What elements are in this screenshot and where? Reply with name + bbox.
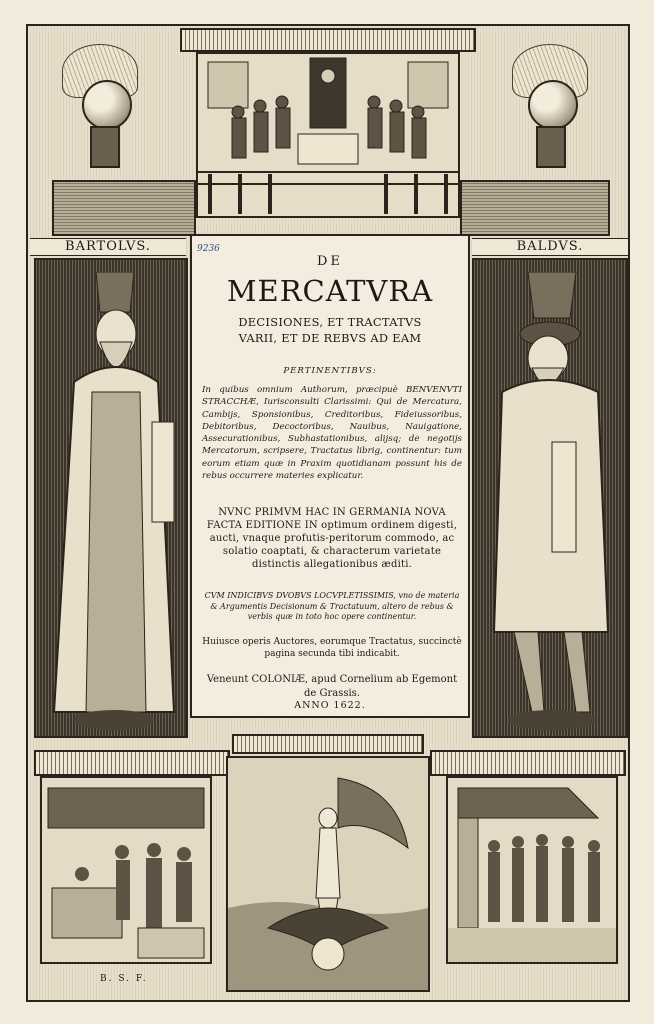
council-scene-illustration <box>198 54 458 216</box>
right-name-plate: BALDVS. <box>472 238 628 256</box>
bartolus-figure <box>34 272 188 740</box>
right-globe-ornament <box>528 80 578 130</box>
subtitle-line-1: DECISIONES, ET TRACTATVS <box>238 315 422 329</box>
engraver-mark: B. S. F. <box>100 974 148 984</box>
market-scene-illustration <box>448 778 616 962</box>
title-subtitle <box>192 314 468 346</box>
shelfmark-note: 9236 <box>197 244 220 254</box>
baldus-figure <box>472 272 628 740</box>
left-urn-stand <box>90 126 120 168</box>
title-pertinentibus: PERTINENTIBVS: <box>283 366 377 376</box>
title-de: DE <box>317 254 343 269</box>
bottom-right-market-scene <box>446 776 618 964</box>
top-council-scene <box>196 52 460 218</box>
subtitle-line-2: VARII, ET DE REBVS AD EAM <box>238 331 422 345</box>
title-description: In quibus omnium Authorum, præcipuè BENVENVTI STRACCHÆ, Iurisconsulti Clarissimi: Qui de Mercatura, Cambijs, Sponsionibus, Creditoribus, Fideiussoribus, Debitoribus, Decoctoribus, Nauibus, Nauigatione, Assecurationibus, Subhastationibus, alijsq; de negotijs Mercatorum, scripsere, Tractatus librig, continentur: tum eorum etiam quæ in Praxim quotidianam possunt his de rebus occurrere materies explicatur. <box>202 385 462 482</box>
fortuna-illustration <box>228 758 428 990</box>
right-urn-stand <box>536 126 566 168</box>
bottom-center-cornice <box>232 734 424 754</box>
left-upper-pedestal <box>52 180 196 236</box>
bottom-left-cornice <box>34 750 230 776</box>
imprint: Veneunt COLONIÆ, apud Cornelium ab Egemont de Grassis. <box>206 674 458 699</box>
index-statement: CVM INDICIBVS DVOBVS LOCVPLETISSIMIS, vno de materia & Argumentis Decisionum & Tractatuum, altero de rebus & verbis quæ in toto hoc opere continentur. <box>204 591 460 621</box>
title-mercatura: MERCATVRA <box>226 274 434 308</box>
authors-note: Huiusce operis Auctores, eorumque Tractatus, succinctè pagina secunda tibi indicabit. <box>202 637 462 659</box>
left-name-plate: BARTOLVS. <box>30 238 186 256</box>
right-upper-pedestal <box>460 180 610 236</box>
publication-year: ANNO 1622. <box>294 700 366 711</box>
office-scene-illustration <box>42 778 210 962</box>
fortuna-emblem <box>226 756 430 992</box>
title-cartouche <box>190 234 470 718</box>
bottom-left-office-scene <box>40 776 212 964</box>
top-cornice <box>180 28 476 52</box>
bottom-right-cornice <box>430 750 626 776</box>
left-globe-ornament <box>82 80 132 130</box>
edition-statement: NVNC PRIMVM HAC IN GERMANIA NOVA FACTA EDITIONE IN optimum ordinem digesti, aucti, vnaque profutis-peritorum commodo, ac solatio coaptati, & characterum varietate distinctis allegationibus æditi. <box>206 507 458 570</box>
